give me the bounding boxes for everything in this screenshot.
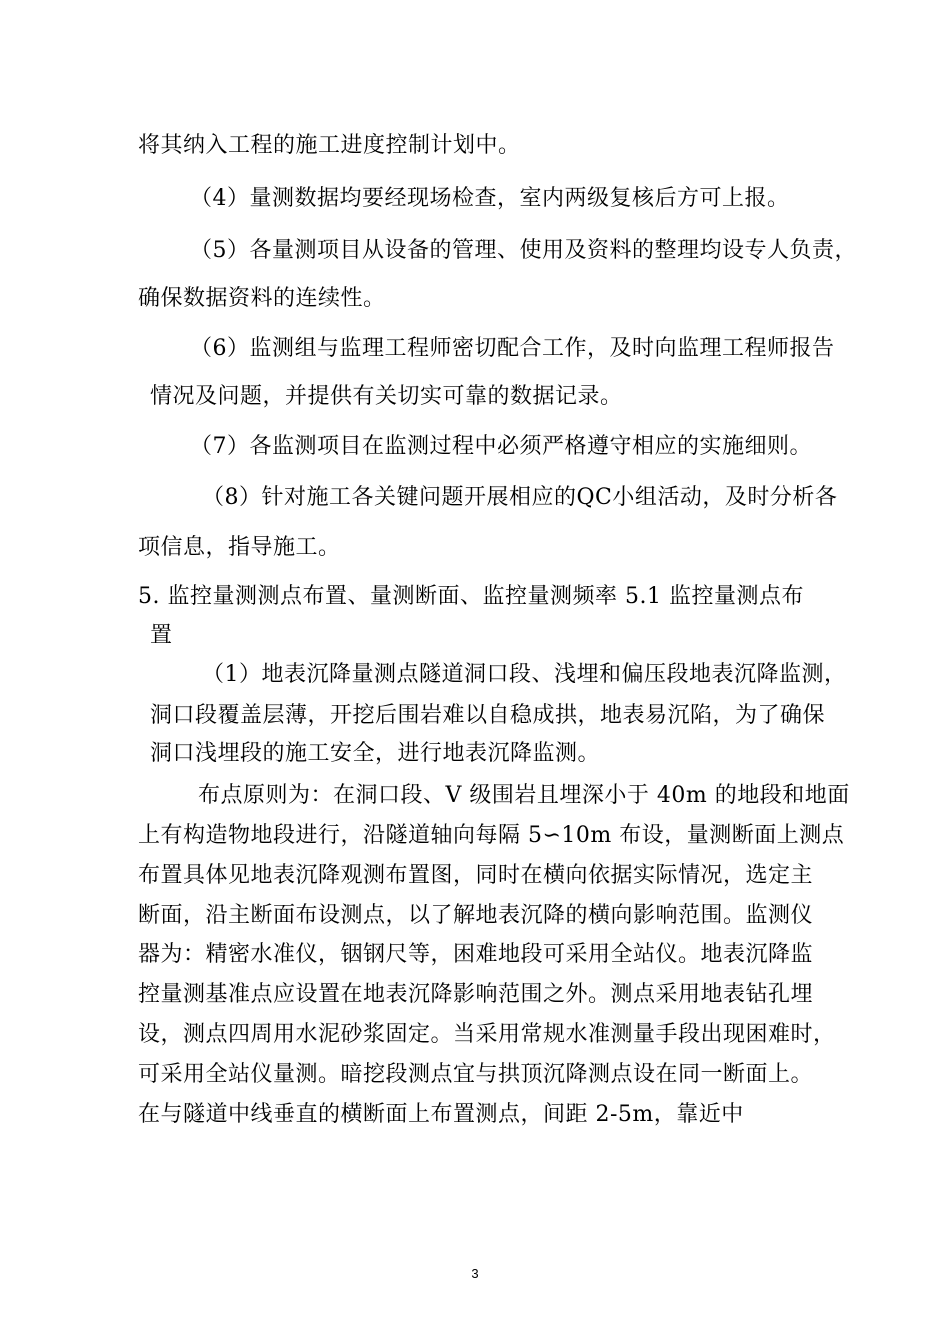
text-line-1: 将其纳入工程的施工进度控制计划中。 (138, 133, 521, 158)
text-line-11: 置 (150, 623, 173, 648)
text-line-15: 布点原则为：在洞口段、V 级围岩且埋深小于 40m 的地段和地面 (198, 783, 850, 808)
text-line-6: 情况及问题，并提供有关切实可靠的数据记录。 (150, 384, 623, 409)
page-number: 3 (471, 1266, 479, 1281)
text-line-18: 断面，沿主断面布设测点，以了解地表沉降的横向影响范围。监测仪 (138, 903, 814, 928)
text-line-5: （6）监测组与监理工程师密切配合工作，及时向监理工程师报告 (190, 336, 835, 361)
text-line-4: 确保数据资料的连续性。 (138, 286, 386, 311)
text-line-7: （7）各监测项目在监测过程中必须严格遵守相应的实施细则。 (190, 434, 812, 459)
text-line-9: 项信息，指导施工。 (138, 535, 341, 560)
text-line-8: （8）针对施工各关键问题开展相应的QC小组活动，及时分析各 (202, 485, 838, 510)
text-line-13: 洞口段覆盖层薄，开挖后围岩难以自稳成拱，地表易沉陷，为了确保 (150, 703, 826, 728)
text-line-16: 上有构造物地段进行，沿隧道轴向每隔 5∽10m 布设，量测断面上测点 (138, 823, 845, 848)
text-line-3: （5）各量测项目从设备的管理、使用及资料的整理均设专人负责， (190, 238, 857, 263)
text-line-19: 器为：精密水准仪，铟钢尺等，困难地段可采用全站仪。地表沉降监 (138, 942, 814, 967)
text-line-2: （4）量测数据均要经现场检查，室内两级复核后方可上报。 (190, 186, 790, 211)
text-line-22: 可采用全站仪量测。暗挖段测点宜与拱顶沉降测点设在同一断面上。 (138, 1062, 814, 1087)
text-line-14: 洞口浅埋段的施工安全，进行地表沉降监测。 (150, 741, 601, 766)
text-line-23: 在与隧道中线垂直的横断面上布置测点，间距 2-5m，靠近中 (138, 1102, 744, 1127)
text-line-17: 布置具体见地表沉降观测布置图，同时在横向依据实际情况，选定主 (138, 863, 814, 888)
text-line-12: （1）地表沉降量测点隧道洞口段、浅埋和偏压段地表沉降监测， (202, 662, 847, 687)
text-line-10: 5. 监控量测测点布置、量测断面、监控量测频率 5.1 监控量测点布 (138, 584, 804, 609)
text-line-20: 控量测基准点应设置在地表沉降影响范围之外。测点采用地表钻孔埋 (138, 982, 814, 1007)
text-line-21: 设，测点四周用水泥砂浆固定。当采用常规水准测量手段出现困难时， (138, 1022, 836, 1047)
